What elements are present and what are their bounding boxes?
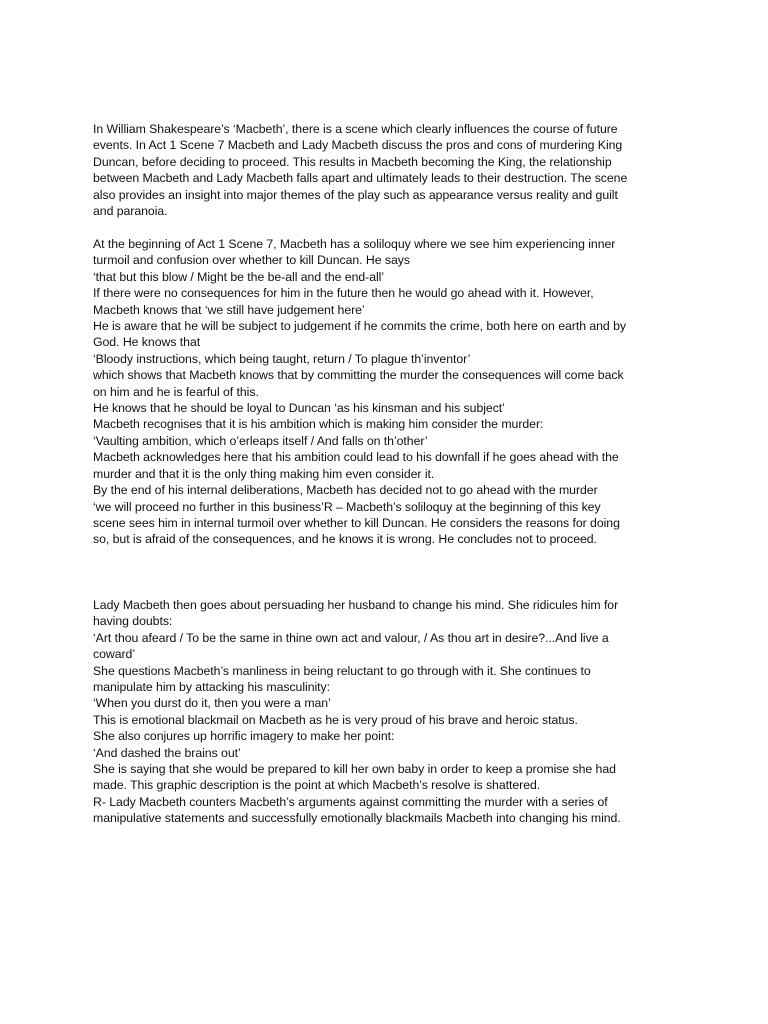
text-line: ‘And dashed the brains out’ (93, 745, 241, 760)
text-line: Macbeth acknowledges here that his ambition could lead to his downfall if he goes ahead with the (93, 450, 619, 465)
text-line: Lady Macbeth then goes about persuading her husband to change his mind. She ridicules him for (93, 598, 619, 612)
text-line: God. He knows that (93, 335, 201, 350)
text-line: murder and that it is the only thing making him even consider it. (93, 466, 435, 481)
text-line: ‘Bloody instructions, which being taught, return / To plague th’inventor’ (93, 351, 471, 366)
text-line: She questions Macbeth’s manliness in being reluctant to go through with it. She continues to (93, 663, 591, 678)
text-line: He knows that he should be loyal to Duncan ‘as his kinsman and his subject’ (93, 401, 505, 416)
text-line: Macbeth recognises that it is his ambition which is making him consider the murder: (93, 417, 544, 432)
text-line: Duncan, before deciding to proceed. This results in Macbeth becoming the King, the relationship (93, 154, 612, 169)
text-line: ‘Art thou afeard / To be the same in thine own act and valour, / As thou art in desire?...And live a (93, 630, 609, 645)
text-line: In William Shakespeare’s ‘Macbeth’, there is a scene which clearly influences the course of future (93, 122, 618, 136)
text-line: If there were no consequences for him in the future then he would go ahead with it. However, (93, 286, 594, 301)
text-line: also provides an insight into major themes of the play such as appearance versus reality and guilt (93, 187, 618, 202)
text-line: coward’ (93, 647, 136, 662)
text-line: By the end of his internal deliberations, Macbeth has decided not to go ahead with the murder (93, 483, 598, 498)
text-line: She is saying that she would be prepared to kill her own baby in order to keep a promise she had (93, 762, 616, 777)
text-line: so, but is afraid of the consequences, and he knows it is wrong. He concludes not to proceed. (93, 532, 597, 547)
text-line: manipulative statements and successfully emotionally blackmails Macbeth into changing his mind. (93, 811, 621, 826)
text-line: ‘we will proceed no further in this business’R – Macbeth’s soliloquy at the beginning of this key (93, 499, 601, 514)
text-line: ‘that but this blow / Might be the be-all and the end-all’ (93, 269, 385, 284)
text-line: and paranoia. (93, 204, 168, 219)
text-line: He is aware that he will be subject to judgement if he commits the crime, both here on earth and by (93, 319, 626, 334)
text-line: on him and he is fearful of this. (93, 384, 259, 399)
paragraph-introduction (93, 121, 683, 219)
text-line: between Macbeth and Lady Macbeth falls apart and ultimately leads to their destruction. The scene (93, 171, 628, 186)
text-line: events. In Act 1 Scene 7 Macbeth and Lady Macbeth discuss the pros and cons of murdering King (93, 138, 623, 153)
text-line: At the beginning of Act 1 Scene 7, Macbeth has a soliloquy where we see him experiencing inner (93, 237, 616, 251)
text-line: manipulate him by attacking his masculinity: (93, 680, 331, 695)
text-line: ‘Vaulting ambition, which o’erleaps itself / And falls on th’other’ (93, 433, 428, 448)
paragraph-macbeth-soliloquy (93, 236, 683, 548)
text-line: Macbeth knows that ‘we still have judgement here’ (93, 302, 365, 317)
text-line: This is emotional blackmail on Macbeth as he is very proud of his brave and heroic status. (93, 712, 578, 727)
text-line: ‘When you durst do it, then you were a man’ (93, 696, 331, 711)
text-line: R- Lady Macbeth counters Macbeth’s arguments against committing the murder with a series of (93, 794, 608, 809)
text-line: She also conjures up horrific imagery to make her point: (93, 729, 395, 744)
text-line: turmoil and confusion over whether to kill Duncan. He says (93, 253, 410, 268)
text-line: made. This graphic description is the point at which Macbeth’s resolve is shattered. (93, 778, 541, 793)
text-line: having doubts: (93, 614, 173, 629)
text-line: scene sees him in internal turmoil over whether to kill Duncan. He considers the reasons for doing (93, 515, 620, 530)
text-line: which shows that Macbeth knows that by committing the murder the consequences will come back (93, 368, 624, 383)
paragraph-lady-macbeth-persuasion (93, 597, 683, 827)
